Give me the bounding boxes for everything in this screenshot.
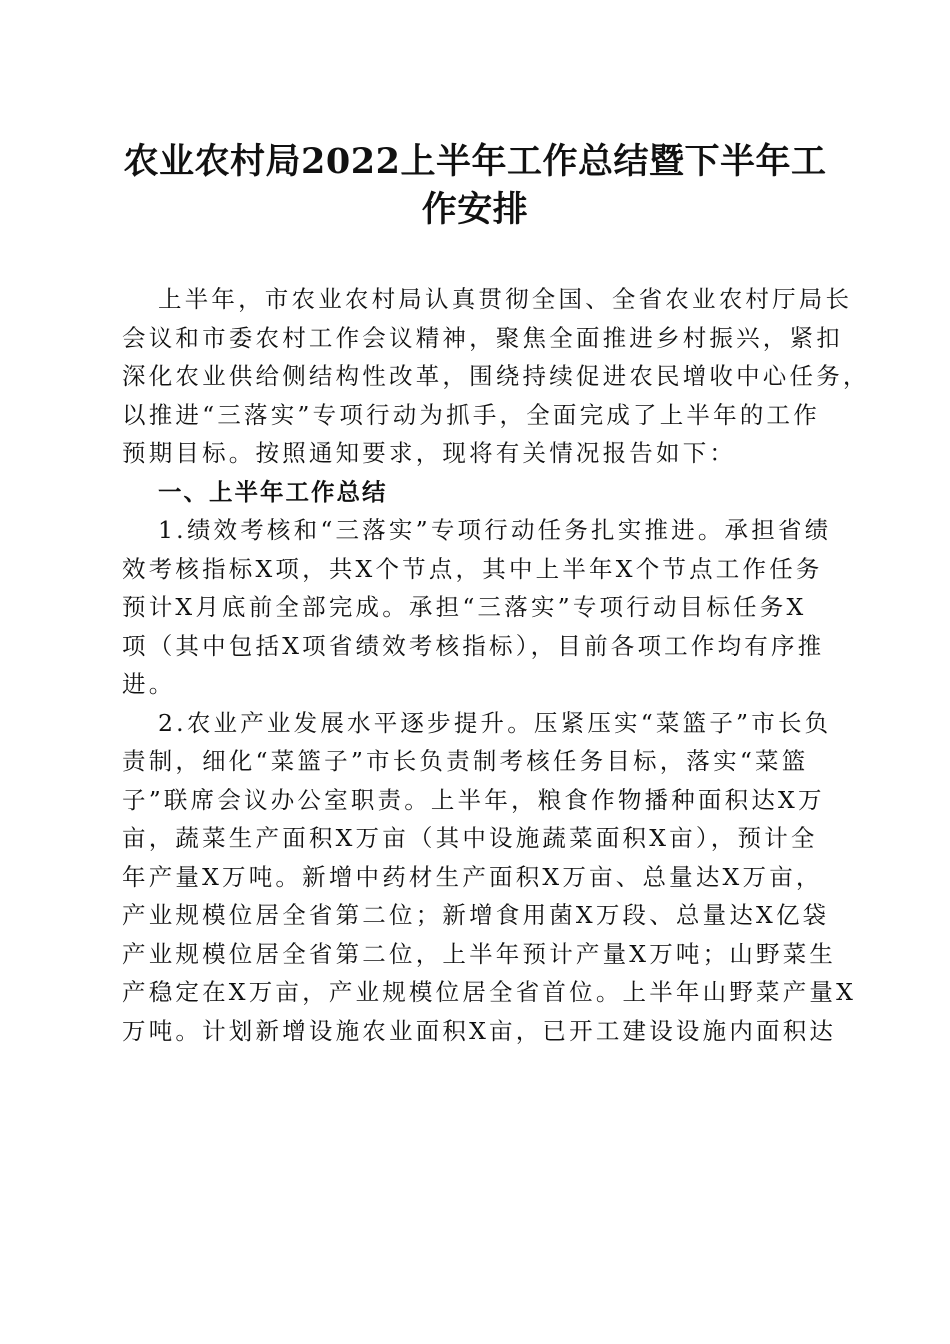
paragraph-item1-line-4: 项（其中包括X项省绩效考核指标），目前各项工作均有序推 bbox=[122, 631, 825, 660]
paragraph-intro-line-3: 深化农业供给侧结构性改革，围绕持续促进农民增收中心任务， bbox=[122, 362, 870, 390]
title-line-2: 作安排 bbox=[421, 189, 529, 230]
title-line-1: 农业农村局2022上半年工作总结暨下半年工 bbox=[123, 141, 827, 182]
paragraph-intro-line-5: 预期目标。按照通知要求，现将有关情况报告如下： bbox=[122, 439, 737, 467]
paragraph-item2-line-9: 万吨。计划新增设施农业面积X亩，已开工建设设施内面积达 bbox=[122, 1016, 837, 1045]
document-body bbox=[122, 280, 870, 1050]
paragraph-item1-line-5: 进。 bbox=[122, 670, 176, 698]
paragraph-intro-line-1: 上半年，市农业农村局认真贯彻全国、全省农业农村厅局长 bbox=[158, 285, 853, 313]
paragraph-item2-line-1: 2.农业产业发展水平逐步提升。压紧压实“菜篮子”市长负 bbox=[158, 708, 832, 737]
paragraph-intro-line-2: 会议和市委农村工作会议精神，聚焦全面推进乡村振兴，紧扣 bbox=[122, 323, 843, 352]
paragraph-item2-line-7: 产业规模位居全省第二位，上半年预计产量X万吨；山野菜生 bbox=[122, 939, 837, 968]
paragraph-item2-line-4: 亩，蔬菜生产面积X万亩（其中设施蔬菜面积X亩），预计全 bbox=[122, 824, 818, 852]
paragraph-item2-line-2: 责制，细化“菜篮子”市长负责制考核任务目标，落实“菜篮 bbox=[122, 747, 809, 775]
section-heading: 一、上半年工作总结 bbox=[158, 477, 388, 506]
paragraph-item2-line-3: 子”联席会议办公室职责。上半年，粮食作物播种面积达X万 bbox=[122, 785, 825, 814]
paragraph-intro-line-4: 以推进“三落实”专项行动为抓手，全面完成了上半年的工作 bbox=[122, 400, 820, 429]
paragraph-item1-line-1: 1.绩效考核和“三落实”专项行动任务扎实推进。承担省绩 bbox=[158, 516, 832, 544]
paragraph-item2-line-8: 产稳定在X万亩，产业规模位居全省首位。上半年山野菜产量X bbox=[122, 978, 857, 1006]
paragraph-item2-line-6: 产业规模位居全省第二位；新增食用菌X万段、总量达X亿袋 bbox=[122, 901, 830, 929]
document-title bbox=[110, 138, 840, 234]
paragraph-item1-line-3: 预计X月底前全部完成。承担“三落实”专项行动目标任务X bbox=[122, 593, 807, 621]
paragraph-item2-line-5: 年产量X万吨。新增中药材生产面积X万亩、总量达X万亩， bbox=[122, 862, 823, 891]
paragraph-item1-line-2: 效考核指标X项，共X个节点，其中上半年X个节点工作任务 bbox=[122, 554, 823, 583]
